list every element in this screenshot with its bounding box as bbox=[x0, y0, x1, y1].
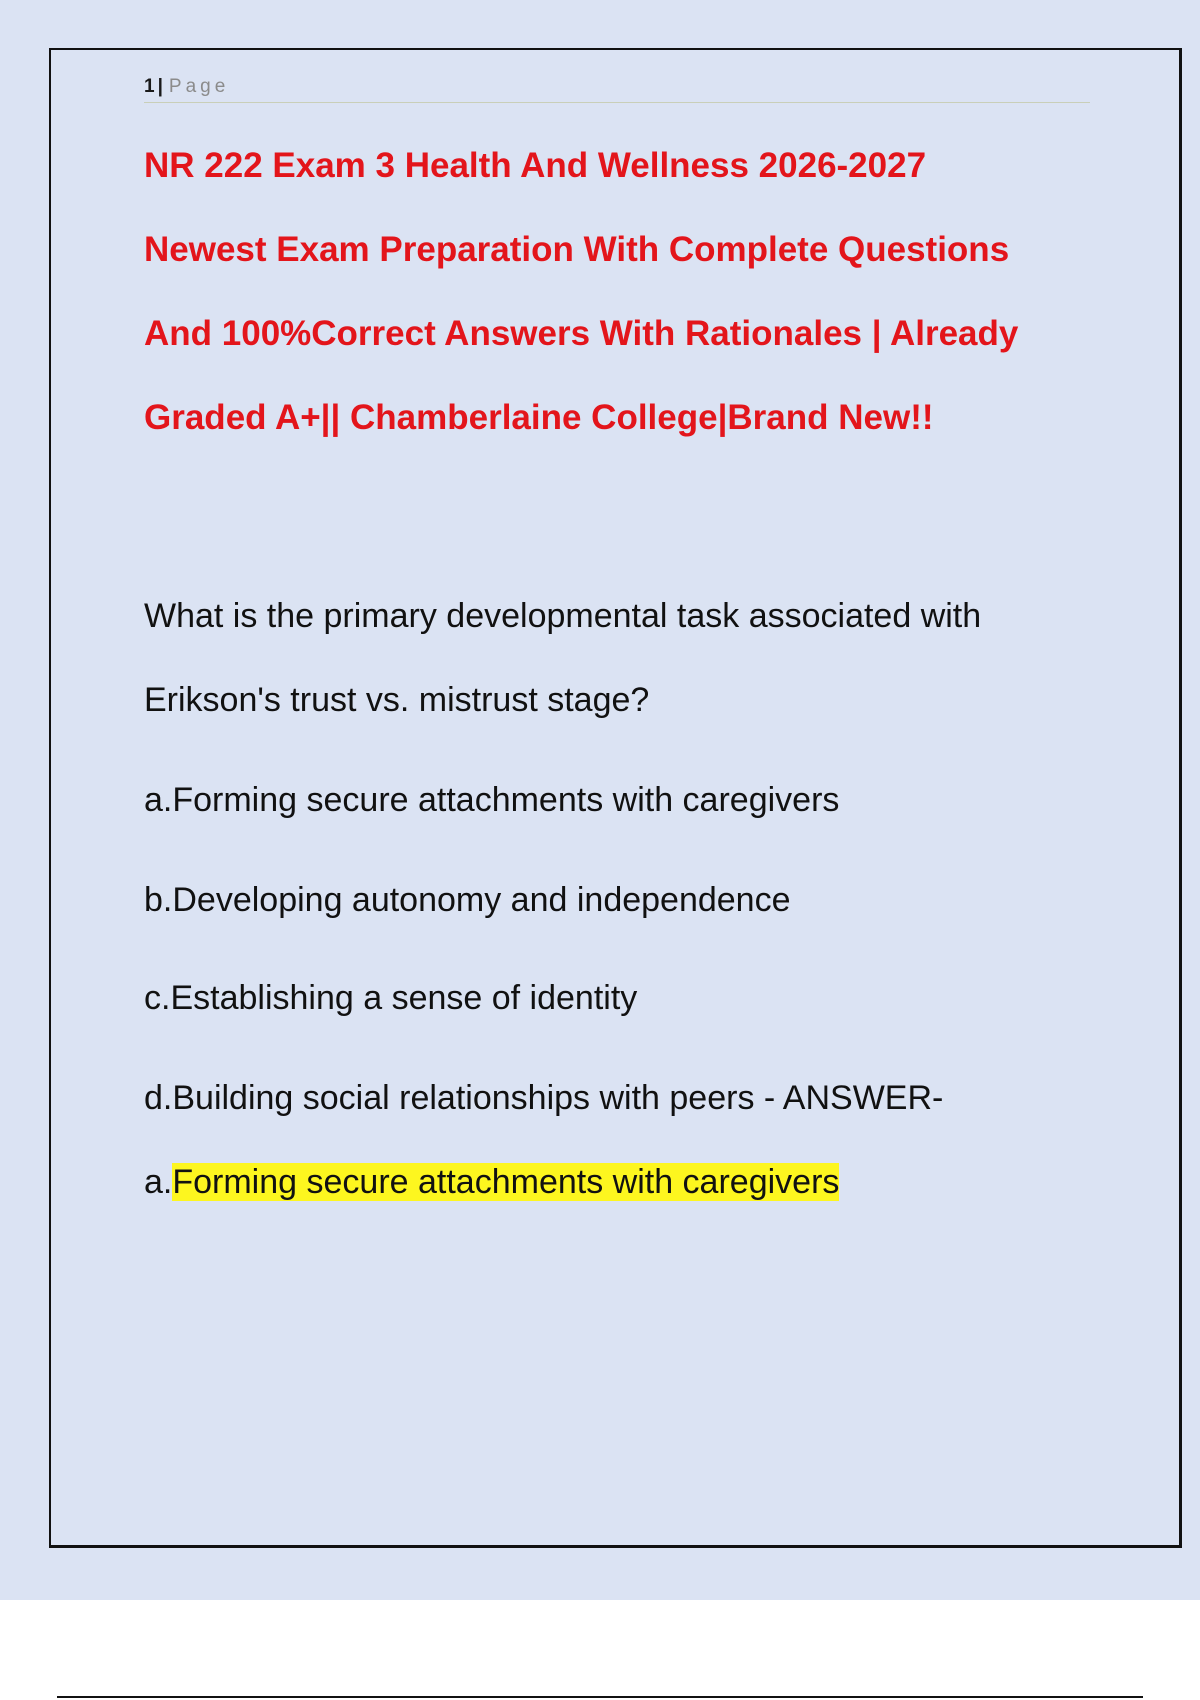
answer-line bbox=[144, 1160, 839, 1204]
title-line: And 100%Correct Answers With Rationales | Already bbox=[144, 314, 1019, 353]
title-line: Graded A+|| Chamberlaine College|Brand New!! bbox=[144, 398, 934, 437]
page-number: 1 bbox=[144, 76, 155, 97]
question-text bbox=[144, 574, 1104, 742]
footer-divider bbox=[57, 1696, 1143, 1698]
option-a: a.Forming secure attachments with caregivers bbox=[144, 781, 840, 819]
document-title bbox=[144, 124, 1134, 460]
answer-prefix: a. bbox=[144, 1163, 173, 1201]
option-b: b.Developing autonomy and independence bbox=[144, 881, 791, 919]
title-line: Newest Exam Preparation With Complete Questions bbox=[144, 230, 1010, 269]
question-line: What is the primary developmental task associated with bbox=[144, 597, 982, 635]
option-d: d.Building social relationships with peers - ANSWER- bbox=[144, 1079, 944, 1117]
page-separator: | bbox=[157, 76, 163, 97]
highlighted-answer: Forming secure attachments with caregivers bbox=[172, 1163, 840, 1201]
option-c: c.Establishing a sense of identity bbox=[144, 979, 638, 1017]
page-label: Page bbox=[168, 76, 230, 97]
page-header bbox=[144, 74, 1090, 103]
title-line: NR 222 Exam 3 Health And Wellness 2026-2027 bbox=[144, 146, 927, 185]
question-line: Erikson's trust vs. mistrust stage? bbox=[144, 681, 650, 719]
